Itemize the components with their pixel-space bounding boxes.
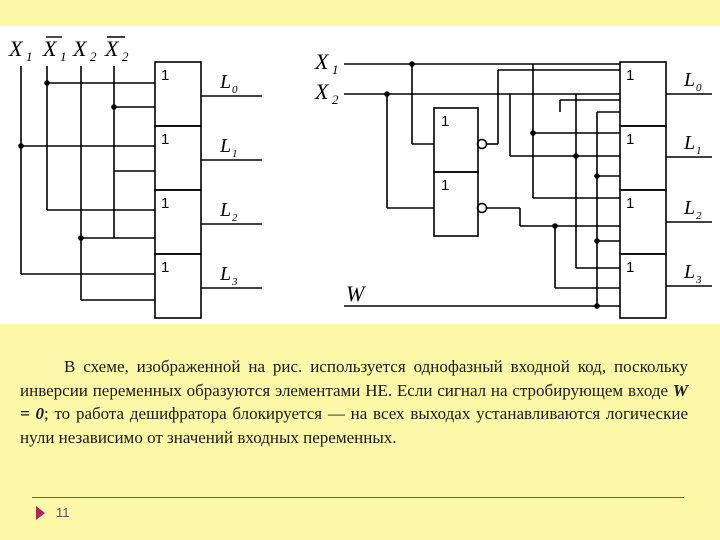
left-input-x2-bar: X bbox=[105, 36, 119, 61]
description-part2: ; то работа дешифратора блокируется — на всех выходах устанавливаются логические нули независимо от значений входных переменных. bbox=[20, 404, 688, 447]
top-band bbox=[0, 0, 720, 26]
left-input-x1: X bbox=[9, 36, 23, 61]
right-strobe-w: W bbox=[346, 281, 365, 306]
left-input-x2: X bbox=[73, 36, 87, 61]
footer-divider bbox=[32, 497, 684, 498]
right-output-l0-sub: 0 bbox=[696, 82, 702, 94]
inverter-1-label: 1 bbox=[441, 113, 450, 130]
decoder-figure bbox=[0, 26, 720, 324]
left-gate-3-label: 1 bbox=[161, 195, 170, 212]
left-input-x1-bar: X bbox=[43, 36, 57, 61]
next-arrow-icon[interactable] bbox=[36, 506, 45, 520]
left-input-x1-bar-sub: 1 bbox=[60, 49, 67, 64]
right-output-l1-sub: 1 bbox=[696, 145, 702, 157]
left-output-l0-sub: 0 bbox=[232, 84, 238, 96]
left-output-l2: L bbox=[220, 199, 232, 221]
left-output-l3-sub: 3 bbox=[232, 276, 238, 288]
left-output-l0: L bbox=[220, 71, 232, 93]
left-input-x2-bar-sub: 2 bbox=[122, 49, 129, 64]
right-gate-2-label: 1 bbox=[626, 131, 635, 148]
decoder-diagram bbox=[0, 26, 720, 324]
inverter-2-label: 1 bbox=[441, 177, 450, 194]
right-output-l2-sub: 2 bbox=[696, 210, 702, 222]
right-input-x2: X bbox=[315, 79, 329, 104]
right-input-x1-sub: 1 bbox=[332, 62, 339, 77]
right-input-x2-sub: 2 bbox=[332, 92, 339, 107]
right-output-l3: L bbox=[684, 261, 696, 283]
right-gate-1-label: 1 bbox=[626, 67, 635, 84]
right-gate-4-label: 1 bbox=[626, 259, 635, 276]
right-output-l3-sub: 3 bbox=[696, 274, 702, 286]
right-output-l1: L bbox=[684, 132, 696, 154]
left-output-l2-sub: 2 bbox=[232, 212, 238, 224]
right-output-l0: L bbox=[684, 69, 696, 91]
left-output-l1: L bbox=[220, 135, 232, 157]
right-gate-3-label: 1 bbox=[626, 195, 635, 212]
description-part1: В схеме, изображенной на рис. используется однофазный входной код, поскольку инверсии переменных образуются элементами НЕ. Если сигнал на стробирующем входе bbox=[20, 357, 688, 400]
right-output-l2: L bbox=[684, 197, 696, 219]
left-input-x2-sub: 2 bbox=[90, 49, 97, 64]
left-gate-2-label: 1 bbox=[161, 131, 170, 148]
left-output-l3: L bbox=[220, 263, 232, 285]
description-strobe-condition: W = 0 bbox=[20, 380, 688, 423]
right-input-x1: X bbox=[315, 49, 329, 74]
page-number: 11 bbox=[56, 505, 70, 520]
left-input-x1-sub: 1 bbox=[26, 49, 33, 64]
left-gate-4-label: 1 bbox=[161, 259, 170, 276]
left-output-l1-sub: 1 bbox=[232, 148, 238, 160]
description-paragraph bbox=[20, 355, 688, 449]
left-gate-1-label: 1 bbox=[161, 67, 170, 84]
